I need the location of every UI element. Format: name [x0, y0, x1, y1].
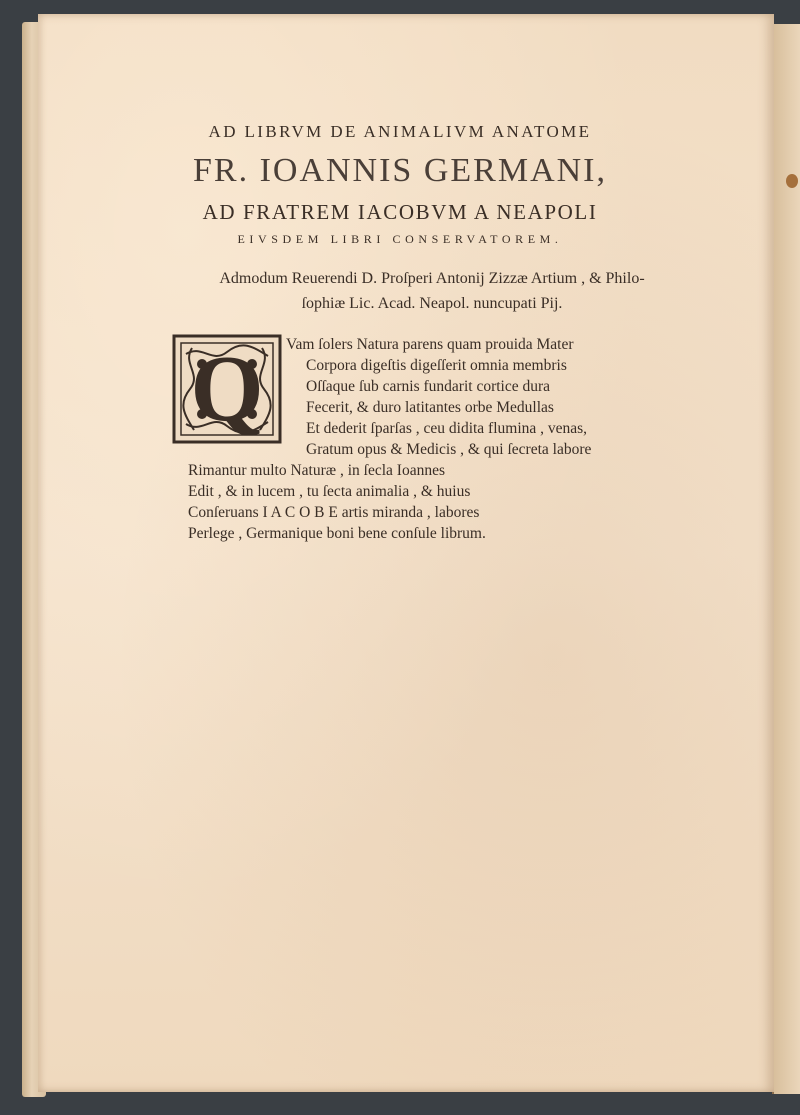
poem-line: Gratum opus & Medicis , & qui ſecreta labore [306, 441, 592, 458]
poem-line: Corpora digeſtis digeſſerit omnia membris [306, 357, 567, 374]
dedication [172, 266, 692, 316]
poem-line: Conſeruans I A C O B E artis miranda , labores [188, 504, 480, 521]
poem-line: Oſſaque ſub carnis fundarit cortice dura [306, 378, 551, 395]
poem-line: Et dederit ſparſas , ceu didita flumina , venas, [306, 420, 588, 437]
header-line-3: AD FRATREM IACOBVM A NEAPOLI [202, 200, 598, 224]
initial-letter: Q [190, 337, 264, 441]
poem-line: Edit , & in lucem , tu ſecta animalia , & huius [188, 483, 471, 500]
ornamental-initial-icon [172, 334, 282, 444]
dedication-line-1: Admodum Reuerendi D. Proſperi Antonij Zizzæ Artium , & Philo- [219, 270, 645, 287]
header-line-4: EIVSDEM LIBRI CONSERVATOREM. [237, 232, 563, 246]
header-line-1: AD LIBRVM DE ANIMALIVM ANATOME [208, 122, 592, 141]
poem-line: Vam ſolers Natura parens quam prouida Mater [286, 336, 574, 353]
poem-line: Rimantur multo Naturæ , in ſecla Ioannes [188, 462, 445, 479]
dedication-line-2: ſophiæ Lic. Acad. Neapol. nuncupati Pij. [301, 295, 563, 312]
poem-line: Fecerit, & duro latitantes orbe Medullas [306, 399, 554, 416]
poem-line: Perlege , Germanique boni bene conſule librum. [188, 525, 486, 542]
header-author-title: FR. IOANNIS GERMANI, [192, 152, 608, 189]
